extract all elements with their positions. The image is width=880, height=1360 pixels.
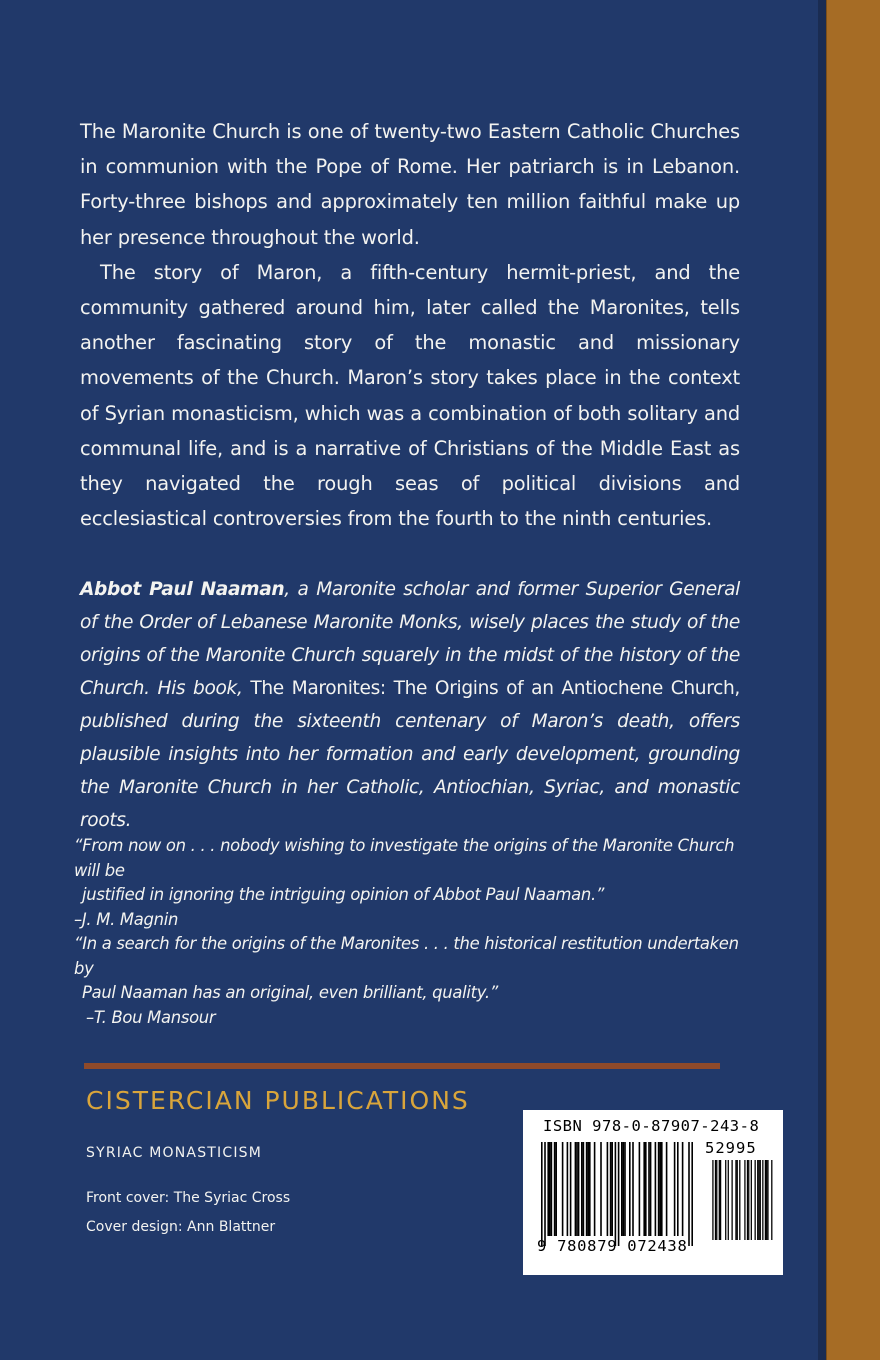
barcode-bar (575, 1142, 577, 1236)
isbn-barcode (523, 1110, 783, 1275)
addon-bar (731, 1160, 732, 1240)
barcode-bar (586, 1142, 588, 1236)
barcode-bar (677, 1142, 679, 1236)
addon-bar (751, 1160, 752, 1240)
barcode-bar (615, 1142, 617, 1246)
ean-digits: 9 780879 072438 (537, 1237, 688, 1255)
quote-line: “In a search for the origins of the Maronites . . . the historical restitution undertaken by (74, 934, 739, 978)
addon-bar (720, 1160, 721, 1240)
quote-attribution: –T. Bou Mansour (86, 1007, 216, 1027)
barcode-bar (682, 1142, 684, 1236)
book-title: The Maronites: The Origins of an Antiochene Church, (250, 678, 740, 699)
description-paragraph-2: The story of Maron, a fifth-century hermit-priest, and the community gathered around him, later called the Maronites, tells another fascinating story of the monastic and missionary movements of the Church. Maron’s story takes place in the context of Syrian monasticism, which was a combination of both solitary and communal life, and is a narrative of Christians of the Middle East as they navigated the rough seas of political divisions and ecclesiastical controversies from the fourth to the ninth centuries. (80, 260, 740, 531)
cover-design-credit: Cover design: Ann Blattner (86, 1219, 276, 1235)
barcode-bar (611, 1142, 613, 1236)
addon-bar (760, 1160, 761, 1240)
barcode-bar (578, 1142, 580, 1236)
addon-bar (755, 1160, 756, 1240)
barcode-bar (661, 1142, 663, 1236)
barcode-bar (581, 1142, 583, 1236)
addon-barcode-bars (711, 1160, 773, 1240)
barcode-bar (618, 1142, 620, 1246)
barcode-bar (607, 1142, 609, 1236)
barcode-bar (624, 1142, 626, 1236)
publisher-name: CISTERCIAN PUBLICATIONS (86, 1086, 470, 1115)
addon-bar (728, 1160, 729, 1240)
addon-bar (757, 1160, 758, 1240)
barcode-bar (648, 1142, 650, 1236)
barcode-bar (554, 1142, 556, 1236)
spine-edge (826, 0, 827, 1360)
barcode-bar (666, 1142, 668, 1236)
barcode-bar (541, 1142, 543, 1246)
front-cover-credit: Front cover: The Syriac Cross (86, 1190, 291, 1206)
description-paragraph-1: The Maronite Church is one of twenty-two Eastern Catholic Churches in communion with the Pope of Rome. Her patriarch is in Lebanon. Forty-three bishops and approximately ten million faithful make up her presence throughout the world. (80, 120, 740, 249)
quote-line: justified in ignoring the intriguing opinion of Abbot Paul Naaman.” (82, 885, 605, 904)
barcode-bar (583, 1142, 585, 1236)
barcode-bar (600, 1142, 602, 1236)
barcode-bar (623, 1142, 625, 1236)
bio-text-2: published during the sixteenth centenary of Maron’s death, offers plausible insights into her formation and early development, grounding the Maronite Church in her Catholic, Antiochian, Syriac, and monastic roots. (80, 711, 740, 831)
barcode-bar (629, 1142, 631, 1236)
author-name: Abbot Paul Naaman (80, 579, 285, 600)
barcode-bar (632, 1142, 634, 1236)
review-quote-2 (74, 932, 754, 1030)
addon-bar (762, 1160, 763, 1240)
barcode-bar (674, 1142, 676, 1236)
barcode-bar (567, 1142, 569, 1236)
divider-rule (84, 1063, 720, 1069)
barcode-bar (587, 1142, 589, 1236)
addon-bar (747, 1160, 748, 1240)
barcode-bar (589, 1142, 591, 1236)
barcode-bar (549, 1142, 551, 1236)
barcode-bar (551, 1142, 553, 1236)
addon-bar (719, 1160, 720, 1240)
barcode-bar (562, 1142, 564, 1236)
price-code: 52995 (705, 1139, 757, 1157)
addon-bar (715, 1160, 716, 1240)
quote-line: Paul Naaman has an original, even brilliant, quality.” (82, 983, 498, 1002)
addon-bar (716, 1160, 717, 1240)
addon-bar (758, 1160, 759, 1240)
addon-bar (766, 1160, 767, 1240)
addon-bar (765, 1160, 766, 1240)
barcode-bar (688, 1142, 690, 1246)
barcode-bar (658, 1142, 660, 1236)
barcode-bar (555, 1142, 557, 1236)
barcode-bar (650, 1142, 652, 1236)
barcode-bar (691, 1142, 693, 1246)
barcode-bar (576, 1142, 578, 1236)
barcode-bar (610, 1142, 612, 1236)
barcode-bar (639, 1142, 641, 1236)
isbn-label: ISBN 978-0-87907-243-8 (543, 1117, 760, 1135)
author-bio (80, 573, 740, 837)
barcode-bar (594, 1142, 596, 1236)
barcode-bar (544, 1142, 546, 1246)
barcode-bar (570, 1142, 572, 1236)
barcode-bar (645, 1142, 647, 1236)
addon-bar (712, 1160, 713, 1240)
addon-bar (735, 1160, 736, 1240)
spine-shadow (818, 0, 826, 1360)
spine-strip (826, 0, 880, 1360)
review-quote-1 (74, 834, 754, 932)
quote-line: “From now on . . . nobody wishing to investigate the origins of the Maronite Church will be (74, 836, 735, 880)
series-name: SYRIAC MONASTICISM (86, 1145, 263, 1161)
barcode-bar (659, 1142, 661, 1236)
addon-bar (725, 1160, 726, 1240)
addon-bar (771, 1160, 772, 1240)
description (80, 114, 740, 536)
addon-bar (739, 1160, 740, 1240)
barcode-bar (547, 1142, 549, 1236)
addon-bar (737, 1160, 738, 1240)
bio-text-1: , a Maronite scholar and former Superior General of the Order of Lebanese Maronite Monks, wisely places the study of the origins of the Maronite Church squarely in the midst of the history of the Church. His book, (80, 579, 740, 699)
barcode-bar (621, 1142, 623, 1236)
addon-bar (767, 1160, 768, 1240)
addon-bar (744, 1160, 745, 1240)
addon-bar (748, 1160, 749, 1240)
quote-attribution: –J. M. Magnin (74, 909, 179, 929)
barcode-bar (655, 1142, 657, 1236)
barcode-bar (643, 1142, 645, 1236)
ean-barcode-bars (541, 1142, 699, 1246)
